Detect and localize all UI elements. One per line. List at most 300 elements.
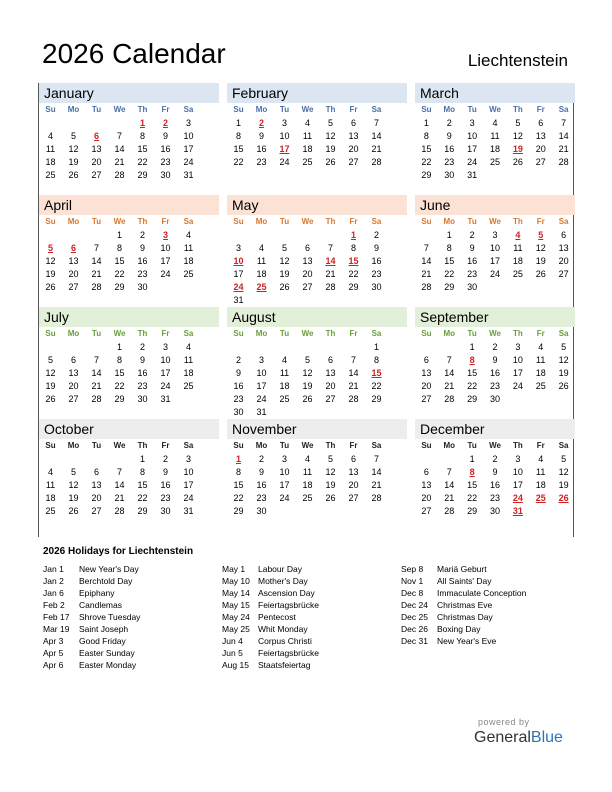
day-cell[interactable]: 8 (235, 467, 241, 477)
day-cell[interactable]: 6 (70, 355, 76, 365)
day-cell[interactable]: 19 (512, 144, 523, 154)
day-cell[interactable]: 29 (371, 394, 382, 404)
day-cell[interactable]: 20 (421, 381, 432, 391)
day-cell[interactable]: 23 (160, 493, 171, 503)
day-cell[interactable]: 13 (325, 368, 336, 378)
day-cell[interactable]: 20 (68, 381, 79, 391)
day-cell[interactable]: 3 (235, 243, 241, 253)
day-cell[interactable]: 18 (302, 480, 313, 490)
day-cell[interactable]: 21 (114, 493, 125, 503)
day-cell[interactable]: 10 (467, 131, 478, 141)
day-cell[interactable]: 16 (233, 381, 244, 391)
day-cell[interactable]: 4 (47, 131, 53, 141)
day-cell[interactable]: 16 (160, 144, 171, 154)
day-cell[interactable]: 25 (256, 282, 267, 292)
day-cell[interactable]: 28 (444, 506, 455, 516)
day-cell[interactable]: 2 (162, 118, 168, 128)
day-cell[interactable]: 20 (325, 381, 336, 391)
day-cell[interactable]: 9 (139, 355, 145, 365)
day-cell[interactable]: 5 (327, 118, 333, 128)
day-cell[interactable]: 19 (325, 480, 336, 490)
day-cell[interactable]: 13 (421, 480, 432, 490)
day-cell[interactable]: 1 (116, 230, 122, 240)
day-cell[interactable]: 4 (185, 342, 191, 352)
day-cell[interactable]: 8 (116, 243, 122, 253)
day-cell[interactable]: 29 (467, 506, 478, 516)
day-cell[interactable]: 20 (68, 269, 79, 279)
day-cell[interactable]: 4 (538, 454, 544, 464)
day-cell[interactable]: 6 (327, 355, 333, 365)
day-cell[interactable]: 25 (183, 381, 194, 391)
day-cell[interactable]: 25 (512, 269, 523, 279)
day-cell[interactable]: 19 (68, 493, 79, 503)
day-cell[interactable]: 29 (137, 170, 148, 180)
day-cell[interactable]: 20 (535, 144, 546, 154)
day-cell[interactable]: 8 (446, 243, 452, 253)
day-cell[interactable]: 21 (91, 269, 102, 279)
day-cell[interactable]: 27 (421, 394, 432, 404)
day-cell[interactable]: 16 (444, 144, 455, 154)
day-cell[interactable]: 4 (281, 355, 287, 365)
day-cell[interactable]: 19 (279, 269, 290, 279)
day-cell[interactable]: 7 (373, 118, 379, 128)
day-cell[interactable]: 2 (258, 454, 264, 464)
day-cell[interactable]: 15 (444, 256, 455, 266)
day-cell[interactable]: 15 (467, 480, 478, 490)
day-cell[interactable]: 19 (558, 368, 569, 378)
day-cell[interactable]: 24 (183, 493, 194, 503)
day-cell[interactable]: 14 (114, 480, 125, 490)
day-cell[interactable]: 8 (116, 355, 122, 365)
day-cell[interactable]: 15 (137, 144, 148, 154)
day-cell[interactable]: 23 (467, 269, 478, 279)
day-cell[interactable]: 23 (490, 381, 501, 391)
day-cell[interactable]: 7 (116, 131, 122, 141)
day-cell[interactable]: 1 (235, 454, 241, 464)
day-cell[interactable]: 8 (373, 355, 379, 365)
day-cell[interactable]: 17 (512, 368, 523, 378)
day-cell[interactable]: 14 (371, 467, 382, 477)
day-cell[interactable]: 29 (467, 394, 478, 404)
day-cell[interactable]: 8 (235, 131, 241, 141)
day-cell[interactable]: 1 (235, 118, 241, 128)
day-cell[interactable]: 22 (467, 493, 478, 503)
day-cell[interactable]: 16 (256, 480, 267, 490)
day-cell[interactable]: 23 (444, 157, 455, 167)
day-cell[interactable]: 11 (302, 467, 313, 477)
day-cell[interactable]: 5 (327, 454, 333, 464)
day-cell[interactable]: 28 (325, 282, 336, 292)
day-cell[interactable]: 11 (45, 480, 56, 490)
day-cell[interactable]: 2 (139, 342, 145, 352)
day-cell[interactable]: 3 (185, 118, 191, 128)
day-cell[interactable]: 11 (256, 256, 267, 266)
day-cell[interactable]: 30 (160, 170, 171, 180)
day-cell[interactable]: 9 (373, 243, 379, 253)
day-cell[interactable]: 4 (492, 118, 498, 128)
day-cell[interactable]: 27 (348, 493, 359, 503)
day-cell[interactable]: 13 (535, 131, 546, 141)
day-cell[interactable]: 10 (160, 243, 171, 253)
day-cell[interactable]: 22 (137, 157, 148, 167)
day-cell[interactable]: 18 (45, 493, 56, 503)
day-cell[interactable]: 5 (70, 131, 76, 141)
day-cell[interactable]: 1 (446, 230, 452, 240)
day-cell[interactable]: 5 (281, 243, 287, 253)
day-cell[interactable]: 4 (185, 230, 191, 240)
day-cell[interactable]: 27 (558, 269, 569, 279)
day-cell[interactable]: 12 (558, 467, 569, 477)
day-cell[interactable]: 12 (68, 480, 79, 490)
day-cell[interactable]: 1 (139, 118, 145, 128)
day-cell[interactable]: 19 (325, 144, 336, 154)
day-cell[interactable]: 1 (373, 342, 379, 352)
day-cell[interactable]: 1 (469, 454, 475, 464)
day-cell[interactable]: 31 (512, 506, 523, 516)
day-cell[interactable]: 24 (256, 394, 267, 404)
day-cell[interactable]: 3 (258, 355, 264, 365)
day-cell[interactable]: 14 (421, 256, 432, 266)
day-cell[interactable]: 31 (183, 170, 194, 180)
day-cell[interactable]: 28 (91, 394, 102, 404)
day-cell[interactable]: 9 (492, 467, 498, 477)
day-cell[interactable]: 16 (490, 480, 501, 490)
day-cell[interactable]: 7 (373, 454, 379, 464)
day-cell[interactable]: 29 (421, 170, 432, 180)
day-cell[interactable]: 22 (233, 493, 244, 503)
day-cell[interactable]: 22 (421, 157, 432, 167)
day-cell[interactable]: 3 (515, 342, 521, 352)
day-cell[interactable]: 2 (373, 230, 379, 240)
day-cell[interactable]: 1 (350, 230, 356, 240)
day-cell[interactable]: 4 (47, 467, 53, 477)
day-cell[interactable]: 28 (114, 506, 125, 516)
day-cell[interactable]: 27 (302, 282, 313, 292)
day-cell[interactable]: 30 (444, 170, 455, 180)
day-cell[interactable]: 29 (114, 394, 125, 404)
day-cell[interactable]: 20 (421, 493, 432, 503)
day-cell[interactable]: 26 (512, 157, 523, 167)
day-cell[interactable]: 27 (91, 506, 102, 516)
day-cell[interactable]: 31 (160, 394, 171, 404)
day-cell[interactable]: 12 (325, 131, 336, 141)
day-cell[interactable]: 16 (371, 256, 382, 266)
day-cell[interactable]: 9 (162, 467, 168, 477)
day-cell[interactable]: 26 (45, 282, 56, 292)
day-cell[interactable]: 24 (512, 381, 523, 391)
day-cell[interactable]: 19 (302, 381, 313, 391)
day-cell[interactable]: 25 (279, 394, 290, 404)
day-cell[interactable]: 29 (233, 506, 244, 516)
day-cell[interactable]: 3 (492, 230, 498, 240)
day-cell[interactable]: 24 (233, 282, 244, 292)
day-cell[interactable]: 7 (93, 243, 99, 253)
day-cell[interactable]: 19 (535, 256, 546, 266)
day-cell[interactable]: 18 (45, 157, 56, 167)
day-cell[interactable]: 18 (512, 256, 523, 266)
day-cell[interactable]: 9 (446, 131, 452, 141)
day-cell[interactable]: 13 (91, 144, 102, 154)
day-cell[interactable]: 22 (348, 269, 359, 279)
day-cell[interactable]: 15 (233, 144, 244, 154)
day-cell[interactable]: 21 (325, 269, 336, 279)
day-cell[interactable]: 25 (535, 381, 546, 391)
day-cell[interactable]: 30 (137, 282, 148, 292)
day-cell[interactable]: 24 (183, 157, 194, 167)
day-cell[interactable]: 22 (114, 381, 125, 391)
day-cell[interactable]: 11 (183, 243, 194, 253)
day-cell[interactable]: 23 (160, 157, 171, 167)
day-cell[interactable]: 17 (183, 480, 194, 490)
day-cell[interactable]: 29 (114, 282, 125, 292)
day-cell[interactable]: 1 (469, 342, 475, 352)
day-cell[interactable]: 20 (91, 493, 102, 503)
day-cell[interactable]: 9 (492, 355, 498, 365)
day-cell[interactable]: 15 (371, 368, 382, 378)
day-cell[interactable]: 22 (233, 157, 244, 167)
day-cell[interactable]: 16 (137, 256, 148, 266)
day-cell[interactable]: 3 (281, 118, 287, 128)
day-cell[interactable]: 16 (137, 368, 148, 378)
day-cell[interactable]: 24 (160, 269, 171, 279)
day-cell[interactable]: 19 (45, 381, 56, 391)
day-cell[interactable]: 15 (114, 368, 125, 378)
day-cell[interactable]: 21 (444, 381, 455, 391)
day-cell[interactable]: 9 (162, 131, 168, 141)
day-cell[interactable]: 21 (91, 381, 102, 391)
day-cell[interactable]: 14 (325, 256, 336, 266)
day-cell[interactable]: 12 (45, 256, 56, 266)
day-cell[interactable]: 2 (162, 454, 168, 464)
day-cell[interactable]: 15 (114, 256, 125, 266)
day-cell[interactable]: 28 (558, 157, 569, 167)
day-cell[interactable]: 2 (235, 355, 241, 365)
day-cell[interactable]: 13 (68, 256, 79, 266)
day-cell[interactable]: 17 (183, 144, 194, 154)
day-cell[interactable]: 20 (302, 269, 313, 279)
day-cell[interactable]: 30 (490, 506, 501, 516)
day-cell[interactable]: 10 (279, 467, 290, 477)
day-cell[interactable]: 6 (561, 230, 567, 240)
day-cell[interactable]: 5 (304, 355, 310, 365)
day-cell[interactable]: 25 (302, 493, 313, 503)
day-cell[interactable]: 29 (444, 282, 455, 292)
day-cell[interactable]: 18 (490, 144, 501, 154)
day-cell[interactable]: 7 (93, 355, 99, 365)
day-cell[interactable]: 7 (561, 118, 567, 128)
day-cell[interactable]: 28 (444, 394, 455, 404)
day-cell[interactable]: 20 (348, 480, 359, 490)
day-cell[interactable]: 2 (139, 230, 145, 240)
day-cell[interactable]: 18 (535, 480, 546, 490)
day-cell[interactable]: 27 (325, 394, 336, 404)
day-cell[interactable]: 24 (279, 157, 290, 167)
day-cell[interactable]: 3 (281, 454, 287, 464)
day-cell[interactable]: 26 (535, 269, 546, 279)
day-cell[interactable]: 16 (256, 144, 267, 154)
day-cell[interactable]: 11 (302, 131, 313, 141)
day-cell[interactable]: 10 (183, 467, 194, 477)
day-cell[interactable]: 21 (421, 269, 432, 279)
day-cell[interactable]: 15 (467, 368, 478, 378)
day-cell[interactable]: 13 (68, 368, 79, 378)
day-cell[interactable]: 26 (279, 282, 290, 292)
day-cell[interactable]: 26 (558, 381, 569, 391)
day-cell[interactable]: 2 (492, 454, 498, 464)
brand-logo[interactable] (474, 729, 563, 747)
day-cell[interactable]: 12 (325, 467, 336, 477)
day-cell[interactable]: 10 (279, 131, 290, 141)
day-cell[interactable]: 10 (183, 131, 194, 141)
day-cell[interactable]: 3 (162, 230, 168, 240)
day-cell[interactable]: 17 (467, 144, 478, 154)
day-cell[interactable]: 26 (325, 157, 336, 167)
day-cell[interactable]: 11 (536, 467, 546, 477)
day-cell[interactable]: 21 (348, 381, 359, 391)
day-cell[interactable]: 5 (47, 355, 53, 365)
day-cell[interactable]: 6 (93, 467, 99, 477)
day-cell[interactable]: 11 (490, 131, 500, 141)
day-cell[interactable]: 6 (70, 243, 76, 253)
day-cell[interactable]: 18 (183, 368, 194, 378)
day-cell[interactable]: 22 (114, 269, 125, 279)
day-cell[interactable]: 8 (139, 131, 145, 141)
day-cell[interactable]: 9 (469, 243, 475, 253)
day-cell[interactable]: 18 (535, 368, 546, 378)
day-cell[interactable]: 13 (348, 131, 359, 141)
day-cell[interactable]: 4 (258, 243, 264, 253)
day-cell[interactable]: 16 (490, 368, 501, 378)
day-cell[interactable]: 8 (469, 355, 475, 365)
day-cell[interactable]: 10 (256, 368, 267, 378)
day-cell[interactable]: 27 (348, 157, 359, 167)
day-cell[interactable]: 13 (302, 256, 313, 266)
day-cell[interactable]: 30 (137, 394, 148, 404)
day-cell[interactable]: 27 (68, 282, 79, 292)
day-cell[interactable]: 6 (350, 454, 356, 464)
day-cell[interactable]: 14 (558, 131, 569, 141)
day-cell[interactable]: 1 (423, 118, 429, 128)
day-cell[interactable]: 9 (258, 131, 264, 141)
day-cell[interactable]: 27 (91, 170, 102, 180)
day-cell[interactable]: 22 (467, 381, 478, 391)
day-cell[interactable]: 7 (350, 355, 356, 365)
day-cell[interactable]: 26 (325, 493, 336, 503)
day-cell[interactable]: 22 (371, 381, 382, 391)
day-cell[interactable]: 16 (467, 256, 478, 266)
day-cell[interactable]: 11 (45, 144, 56, 154)
day-cell[interactable]: 6 (350, 118, 356, 128)
day-cell[interactable]: 5 (515, 118, 521, 128)
day-cell[interactable]: 21 (371, 144, 382, 154)
day-cell[interactable]: 24 (279, 493, 290, 503)
day-cell[interactable]: 28 (91, 282, 102, 292)
day-cell[interactable]: 11 (183, 355, 194, 365)
day-cell[interactable]: 27 (68, 394, 79, 404)
day-cell[interactable]: 25 (302, 157, 313, 167)
day-cell[interactable]: 26 (45, 394, 56, 404)
day-cell[interactable]: 23 (490, 493, 501, 503)
day-cell[interactable]: 31 (183, 506, 194, 516)
day-cell[interactable]: 5 (538, 230, 544, 240)
day-cell[interactable]: 25 (45, 506, 56, 516)
day-cell[interactable]: 27 (421, 506, 432, 516)
day-cell[interactable]: 13 (348, 467, 359, 477)
day-cell[interactable]: 3 (469, 118, 475, 128)
day-cell[interactable]: 6 (423, 355, 429, 365)
day-cell[interactable]: 23 (371, 269, 382, 279)
day-cell[interactable]: 14 (348, 368, 359, 378)
day-cell[interactable]: 16 (160, 480, 171, 490)
day-cell[interactable]: 11 (536, 355, 546, 365)
day-cell[interactable]: 30 (371, 282, 382, 292)
day-cell[interactable]: 12 (68, 144, 79, 154)
day-cell[interactable]: 18 (183, 256, 194, 266)
day-cell[interactable]: 14 (114, 144, 125, 154)
day-cell[interactable]: 30 (256, 506, 267, 516)
day-cell[interactable]: 18 (302, 144, 313, 154)
day-cell[interactable]: 17 (233, 269, 244, 279)
day-cell[interactable]: 18 (256, 269, 267, 279)
day-cell[interactable]: 17 (256, 381, 267, 391)
day-cell[interactable]: 29 (137, 506, 148, 516)
day-cell[interactable]: 23 (256, 493, 267, 503)
day-cell[interactable]: 7 (446, 355, 452, 365)
day-cell[interactable]: 10 (160, 355, 171, 365)
day-cell[interactable]: 7 (116, 467, 122, 477)
day-cell[interactable]: 29 (348, 282, 359, 292)
day-cell[interactable]: 24 (467, 157, 478, 167)
day-cell[interactable]: 12 (512, 131, 523, 141)
day-cell[interactable]: 10 (512, 355, 523, 365)
day-cell[interactable]: 22 (444, 269, 455, 279)
day-cell[interactable]: 4 (304, 454, 310, 464)
day-cell[interactable]: 15 (233, 480, 244, 490)
day-cell[interactable]: 17 (160, 368, 171, 378)
day-cell[interactable]: 2 (258, 118, 264, 128)
day-cell[interactable]: 7 (446, 467, 452, 477)
day-cell[interactable]: 19 (45, 269, 56, 279)
day-cell[interactable]: 15 (348, 256, 359, 266)
day-cell[interactable]: 21 (558, 144, 569, 154)
day-cell[interactable]: 1 (139, 454, 145, 464)
day-cell[interactable]: 14 (444, 368, 455, 378)
day-cell[interactable]: 3 (162, 342, 168, 352)
day-cell[interactable]: 6 (538, 118, 544, 128)
day-cell[interactable]: 12 (45, 368, 56, 378)
day-cell[interactable]: 4 (304, 118, 310, 128)
day-cell[interactable]: 2 (446, 118, 452, 128)
day-cell[interactable]: 2 (492, 342, 498, 352)
day-cell[interactable]: 20 (91, 157, 102, 167)
day-cell[interactable]: 8 (469, 467, 475, 477)
day-cell[interactable]: 21 (114, 157, 125, 167)
day-cell[interactable]: 30 (233, 407, 244, 417)
day-cell[interactable]: 25 (535, 493, 546, 503)
day-cell[interactable]: 5 (47, 243, 53, 253)
day-cell[interactable]: 23 (137, 269, 148, 279)
day-cell[interactable]: 20 (348, 144, 359, 154)
day-cell[interactable]: 23 (137, 381, 148, 391)
day-cell[interactable]: 10 (512, 467, 523, 477)
day-cell[interactable]: 24 (160, 381, 171, 391)
day-cell[interactable]: 23 (256, 157, 267, 167)
day-cell[interactable]: 12 (535, 243, 546, 253)
day-cell[interactable]: 19 (68, 157, 79, 167)
day-cell[interactable]: 13 (558, 243, 569, 253)
day-cell[interactable]: 18 (279, 381, 290, 391)
day-cell[interactable]: 14 (444, 480, 455, 490)
